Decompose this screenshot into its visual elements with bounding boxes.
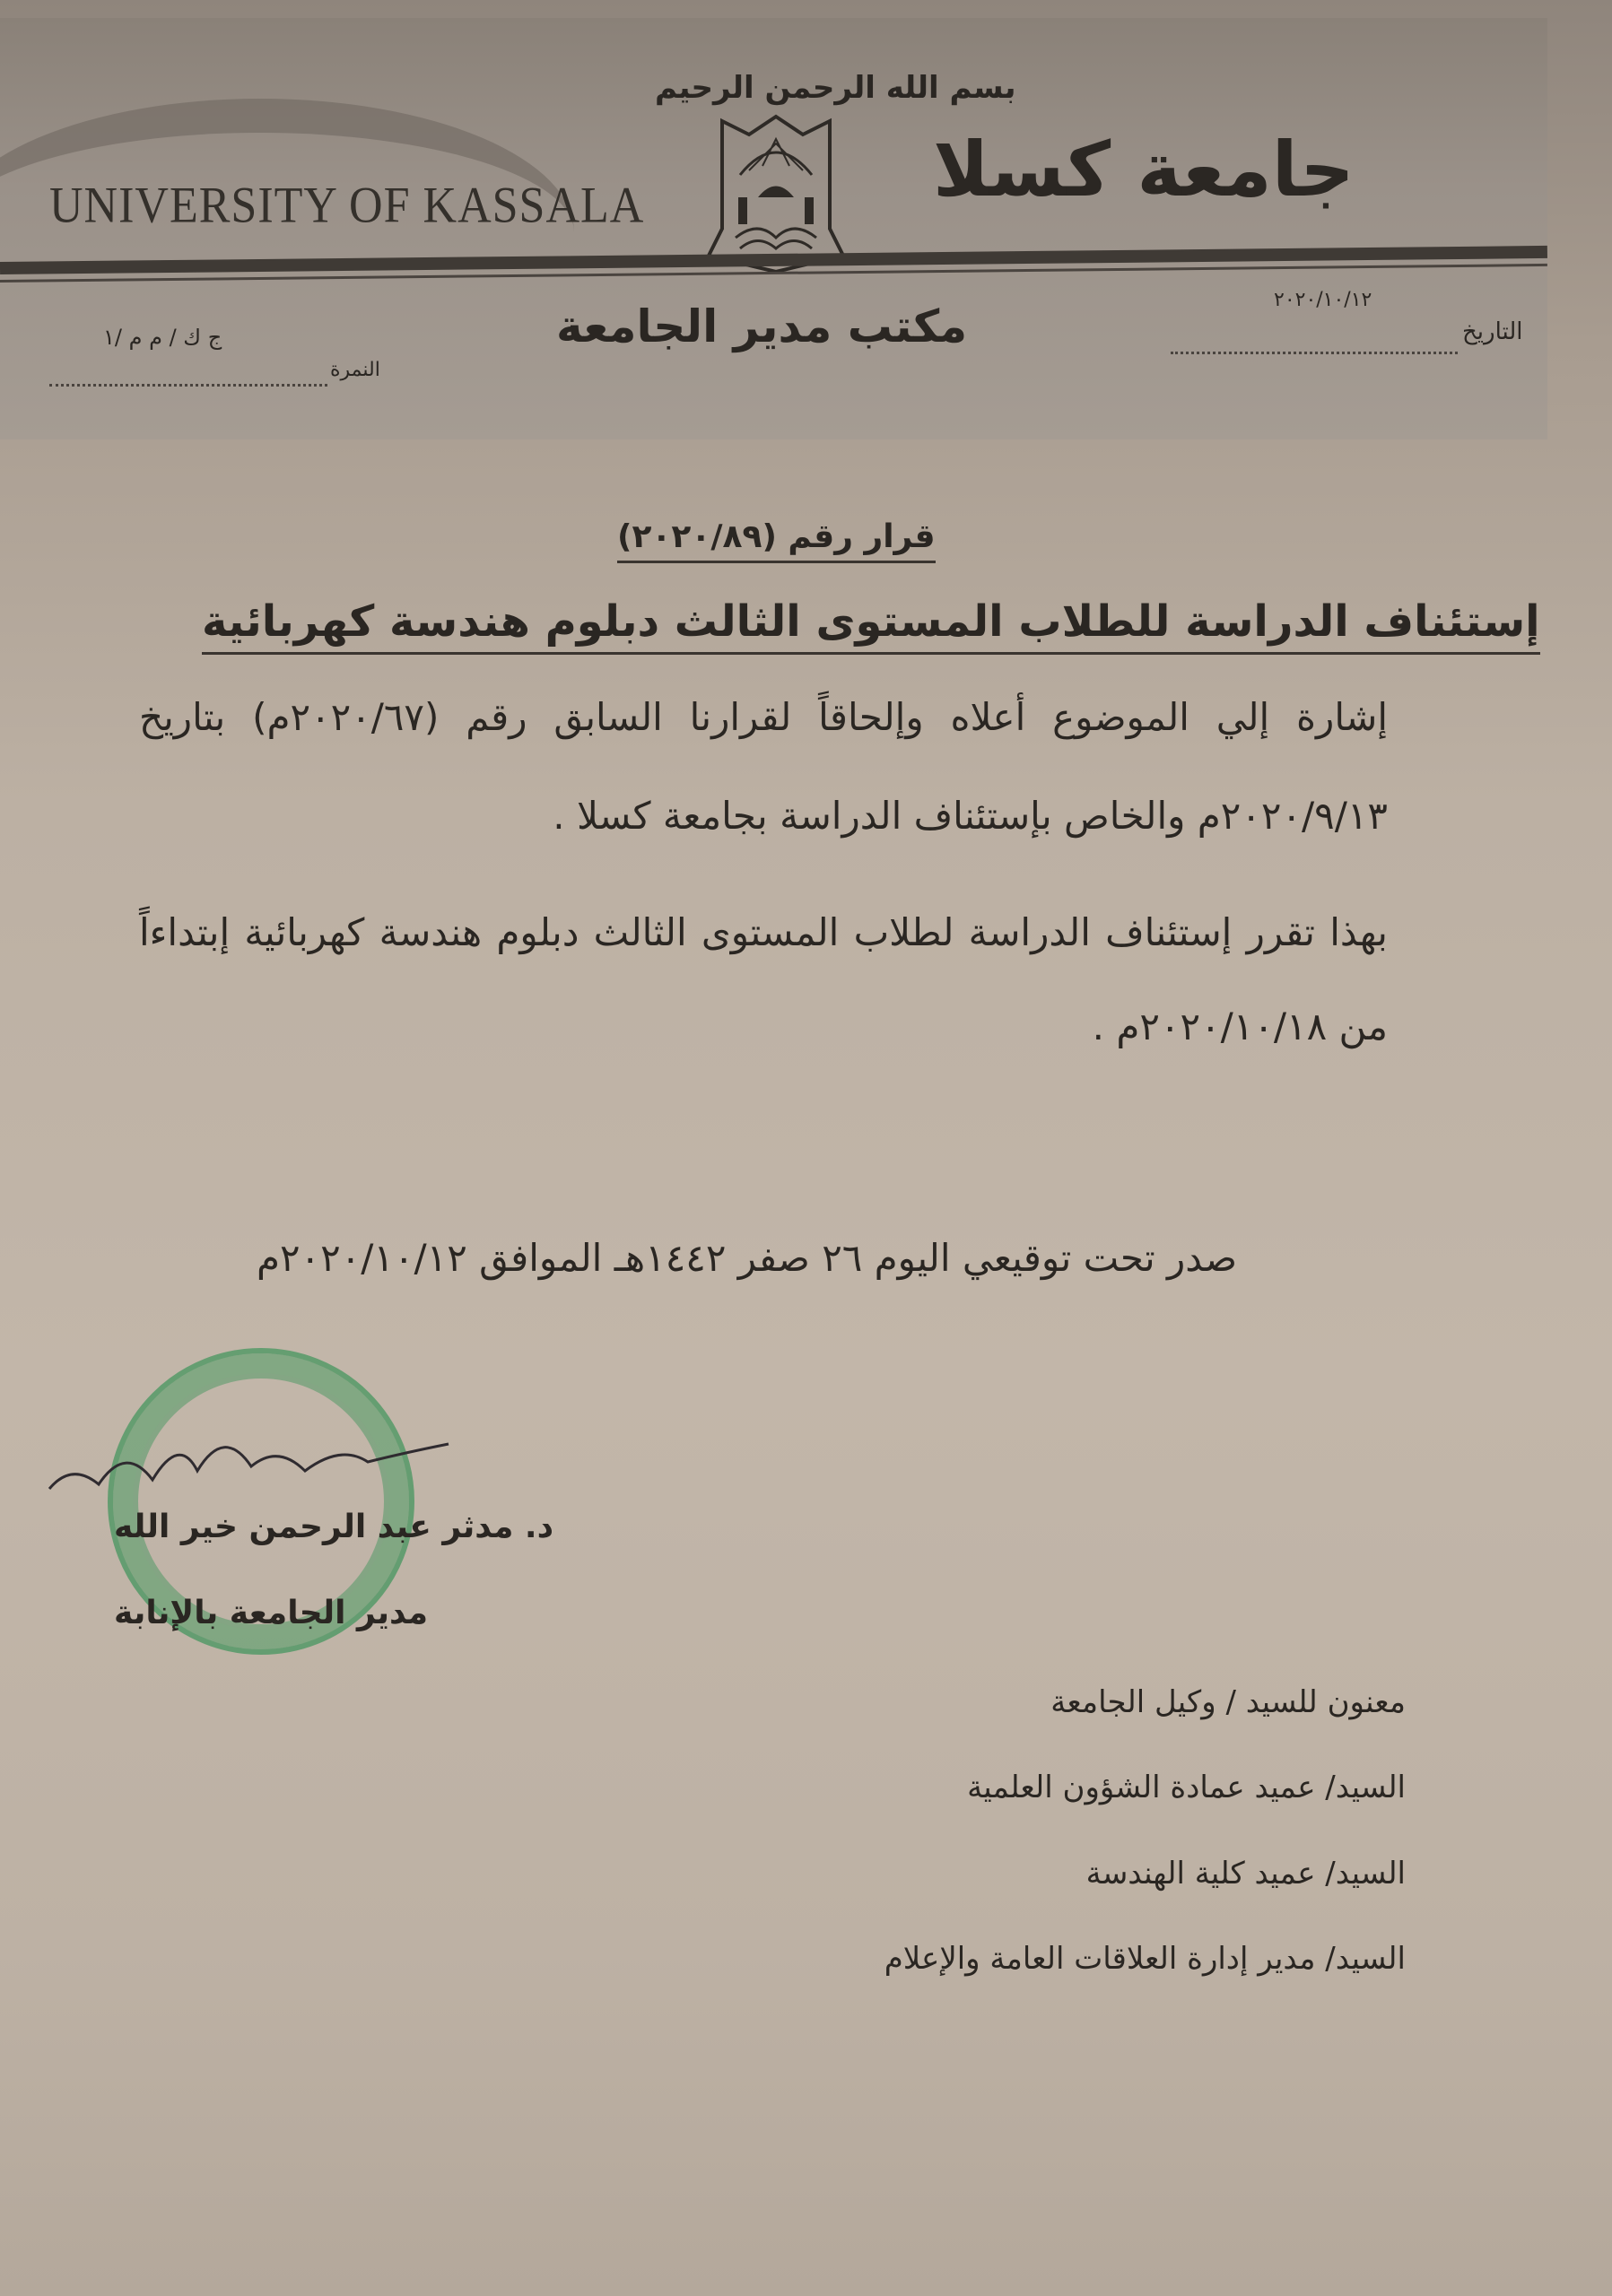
paragraph2-line1: بهذا تقرر إستئناف الدراسة لطلاب المستوى الثالث دبلوم هندسة كهربائية إبتداءاً: [139, 910, 1388, 954]
cc-item: السيد/ عميد عمادة الشؤون العلمية: [967, 1770, 1406, 1805]
ref-dotted-line: [49, 384, 327, 387]
cc-item: معنون للسيد / وكيل الجامعة: [1050, 1684, 1406, 1720]
university-name-en: UNIVERSITY OF KASSALA: [49, 178, 645, 234]
signatory-title: مدير الجامعة بالإنابة: [114, 1595, 429, 1631]
paragraph1-line2: ٢٠٢٠/٩/١٣م والخاص بإستئناف الدراسة بجامعة كسلا .: [553, 794, 1388, 838]
date-value: ٢٠٢٠/١٠/١٢: [1274, 289, 1372, 311]
date-dotted-line: [1171, 352, 1458, 354]
bismillah: بسم الله الرحمن الرحيم: [655, 70, 1016, 106]
decision-title: إستئناف الدراسة للطلاب المستوى الثالث دبلوم هندسة كهربائية: [202, 596, 1540, 655]
paragraph2-line2: من ٢٠٢٠/١٠/١٨م .: [1092, 1004, 1388, 1048]
signatory-name: د. مدثر عبد الرحمن خير الله: [114, 1509, 554, 1545]
issued-statement: صدر تحت توقيعي اليوم ٢٦ صفر ١٤٤٢هـ الموافق ٢٠٢٠/١٠/١٢م: [256, 1236, 1237, 1280]
office-title: مكتب مدير الجامعة: [556, 300, 968, 352]
cc-item: السيد/ مدير إدارة العلاقات العامة والإعلام: [884, 1941, 1406, 1977]
cc-item: السيد/ عميد كلية الهندسة: [1085, 1856, 1406, 1892]
decision-number: قرار رقم (٢٠٢٠/٨٩): [617, 518, 936, 563]
paragraph1-line1: إشارة إلي الموضوع أعلاه وإلحاقاً لقرارنا السابق رقم (٢٠٢٠/٦٧م) بتاريخ: [139, 695, 1389, 739]
ref-label: النمرة: [330, 359, 380, 381]
date-label: التاريخ: [1462, 318, 1523, 345]
university-name-ar: جامعة كسلا: [933, 126, 1355, 213]
university-logo-icon: [704, 112, 848, 274]
ref-value: ج ك / م م /١: [103, 325, 222, 350]
